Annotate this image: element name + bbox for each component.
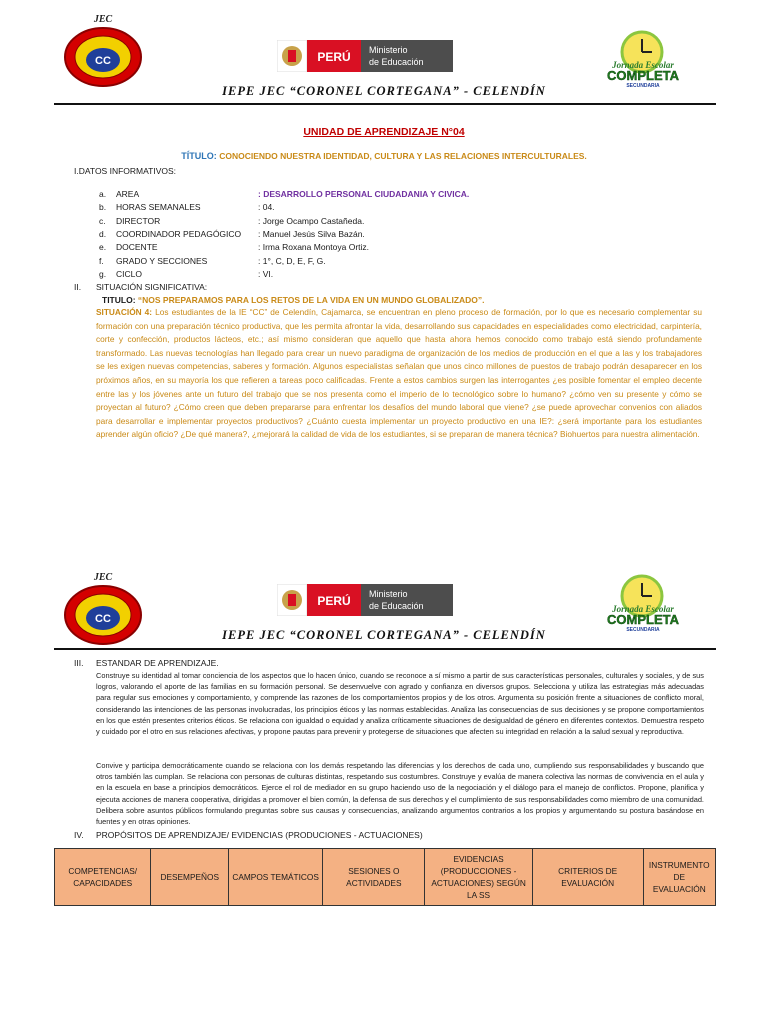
peru-text: PERÚ [317,50,351,64]
jec-line1-2: Jornada Escolar [612,604,674,614]
minedu-logo-2 [277,584,453,616]
estandar-heading: ESTANDAR DE APRENDIZAJE. [96,658,219,668]
estandar-p1: Construye su identidad al tomar conciencia de los aspectos que lo hacen único, cuando se reconoce a sí mismo a partir de sus características personales, culturales y sociales, y de sus logros, valorando el aporte de las familias en su formación personal. Se desenvuelve con agrado y confianza en diversos grupos. Selecciona y utiliza las estrategias más adecuadas para regular sus emociones y comportamiento, y comprende las razones de los comportamientos propios y de los otros. Argumenta su posición frente a situaciones de conflicto moral, considerando las intenciones de las personas involucradas, los principios éticos y las normas establecidas. Analiza las consecuencias de sus decisiones y se propone comportamientos en los que estén presentes criterios éticos. Se relaciona con igualdad o equidad y analiza críticamente situaciones de desigualdad de género en diferentes contextos. Demuestra respeto y cuidado por el otro en sus relaciones afectivas, y propone pautas para prevenir y protegerse de situaciones que afecten su integridad en relación a la salud sexual y reproductiva. [96,671,704,737]
ministerio-text-2: de Educación [369,57,424,67]
datos-item-letter: g. [99,268,107,279]
school-title: IEPE JEC “CORONEL CORTEGANA” - CELENDÍN [222,84,546,98]
datos-item-value: : 04. [258,202,275,213]
datos-item-letter: a. [99,189,107,199]
datos-item-label: DOCENTE [116,242,158,253]
datos-item-label: AREA [116,189,140,199]
datos-item-letter: d. [99,228,107,239]
school-logo [62,12,144,90]
col-desempenos: DESEMPEÑOS [151,849,229,906]
situacion-paragraph [96,306,702,442]
datos-item-value: : Irma Roxana Montoya Ortiz. [258,242,370,253]
datos-item-letter: e. [99,242,107,253]
datos-item-value: : 1°, C, D, E, F, G. [258,255,326,266]
propositos-num: IV. [74,830,84,840]
jec-line3-2: SECUNDARIA [626,627,660,632]
jec-line2-2: COMPLETA [607,612,679,627]
situacion-titulo [102,295,485,305]
propositos-header-row [55,849,716,906]
datos-item-value: : DESARROLLO PERSONAL CIUDADANIA Y CIVICA. [258,189,470,199]
datos-item-label: CICLO [116,268,142,279]
propositos-table [54,848,716,906]
col-sesiones: SESIONES O ACTIVIDADES [323,849,425,906]
datos-item-letter: c. [99,215,106,226]
datos-item-value: : Manuel Jesús Silva Bazán. [258,228,365,239]
datos-item-label: HORAS SEMANALES [116,202,201,213]
school-logo-top-text: JEC [93,14,113,25]
estandar-p2: Convive y participa democráticamente cuando se relaciona con los demás respetando las diferencias y los derechos de cada uno, cumpliendo sus responsabilidades y buscando que otros también las cumplan. Se relaciona con personas de culturas distintas, respetando sus costumbres. Construye y evalúa de manera colectiva las normas de convivencia en el aula y en la escuela en base a principios democráticos. Ejerce el rol de mediador en su grupo haciendo uso de la negociación y el diálogo para el manejo de conflictos. Propone, planifica y ejecuta acciones de manera cooperativa, dirigidas a promover el bien común, la defensa de sus derechos y el cumplimiento de sus responsabilidades como miembro de una comunidad. Delibera sobre asuntos públicos formulando preguntas sobre sus causas y consecuencias, analizando argumentos contrarios a los propios y argumentando su postura basándose en fuentes y en otras opiniones. [96,761,704,827]
col-campos: CAMPOS TEMÁTICOS [229,849,323,906]
col-criterios: CRITERIOS DE EVALUACIÓN [532,849,643,906]
school-title-2: IEPE JEC “CORONEL CORTEGANA” - CELENDÍN [222,628,546,642]
situacion-titulo-label: TITULO: [102,295,136,305]
ministerio-text-2-2: de Educación [369,601,424,611]
propositos-heading: PROPÓSITOS DE APRENDIZAJE/ EVIDENCIAS (PRODUCIONES - ACTUACIONES) [96,830,423,840]
school-logo-badge-text-2: CC [95,613,111,625]
ministerio-text-1-2: Ministerio [369,589,408,599]
datos-item-value: : VI. [258,268,274,279]
situacion-label: SITUACIÓN 4: [96,307,153,317]
datos-item-label: DIRECTOR [116,215,161,226]
jec-logo [590,30,696,88]
ministerio-text-1: Ministerio [369,45,408,55]
school-logo-top-text-2: JEC [93,572,113,583]
unit-titulo-text: CONOCIENDO NUESTRA IDENTIDAD, CULTURA Y LAS RELACIONES INTERCULTURALES. [219,151,587,161]
unit-titulo-label: TÍTULO: [181,151,217,161]
header-rule [54,103,716,105]
unit-titulo [0,151,768,161]
peru-text-2: PERÚ [317,594,351,608]
header-rule-2 [54,648,716,650]
situacion-heading: SITUACIÓN SIGNIFICATIVA: [96,282,208,292]
situacion-num: II. [74,282,82,292]
datos-item-value: : Jorge Ocampo Castañeda. [258,215,365,226]
estandar-num: III. [74,658,84,668]
datos-item-letter: b. [99,202,107,213]
minedu-logo [277,40,453,72]
jec-line2: COMPLETA [607,68,679,83]
unit-title: UNIDAD DE APRENDIZAJE N°04 [303,126,465,138]
jec-line1: Jornada Escolar [612,60,674,70]
datos-heading: I.DATOS INFORMATIVOS: [74,166,177,176]
datos-item-label: GRADO Y SECCIONES [116,255,208,266]
col-instrumento: INSTRUMENTO DE EVALUACIÓN [643,849,715,906]
situacion-text: Los estudiantes de la IE “CC” de Celendín, Cajamarca, se encuentran en pleno proceso de formación, por lo que es necesario complementar su formación con una preparación técnico productiva, que les permita afrontar la vida, desarrollando sus capacidades en especialidades como electricidad, carpintería, corte y confección, productos lácteos, etc.; así mismo consideran que aquello que hasta ahora hemos conocido como trabajo está siendo profundamente transformado. Las nuevas tecnologías han llegado para crear un nuevo paradigma de organización de los medios de producción en el que a las y los trabajadores se les exigen nuevas competencias, saberes y formación. Algunos especialistas señalan que unos cinco millones de puestos de trabajo podrán desaparecer en los próximos años, en su mayoría los que refieren a tareas poco calificadas. Frente a estos cambios surgen las interrogantes ¿es posible fomentar el empleo decente entre las y los jóvenes ante un futuro del trabajo que se nos presenta como el imperio de lo tecnológico sobre lo humano? ¿cómo ven su presente y cómo se proyectan al futuro? ¿Cómo creen que deben prepararse para enfrentar los desafíos del mundo laboral que viene? ¿se puede aprovechar convenios con aliados para desarrollar e implementar proyectos productivos? ¿Cuánto cuesta implementar un proyecto productivo en una IE?: ¿será importante para los estudiantes aprender algún oficio? ¿De qué manera?, ¿mejorará la calidad de vida de los estudiantes, si se preparan de manera técnica? Biohuertos para nuestra alimentación. [96,307,702,440]
datos-item-label: COORDINADOR PEDAGÓGICO [116,228,242,239]
datos-item-letter: f. [99,255,104,266]
col-evidencias: EVIDENCIAS (PRODUCCIONES - ACTUACIONES) SEGÚN LA SS [425,849,532,906]
school-logo-badge-text: CC [95,55,111,67]
col-competencias: COMPETENCIAS/ CAPACIDADES [55,849,151,906]
jec-logo-2 [590,574,696,632]
situacion-titulo-text: “NOS PREPARAMOS PARA LOS RETOS DE LA VIDA EN UN MUNDO GLOBALIZADO”. [137,295,485,305]
jec-line3: SECUNDARIA [626,83,660,88]
